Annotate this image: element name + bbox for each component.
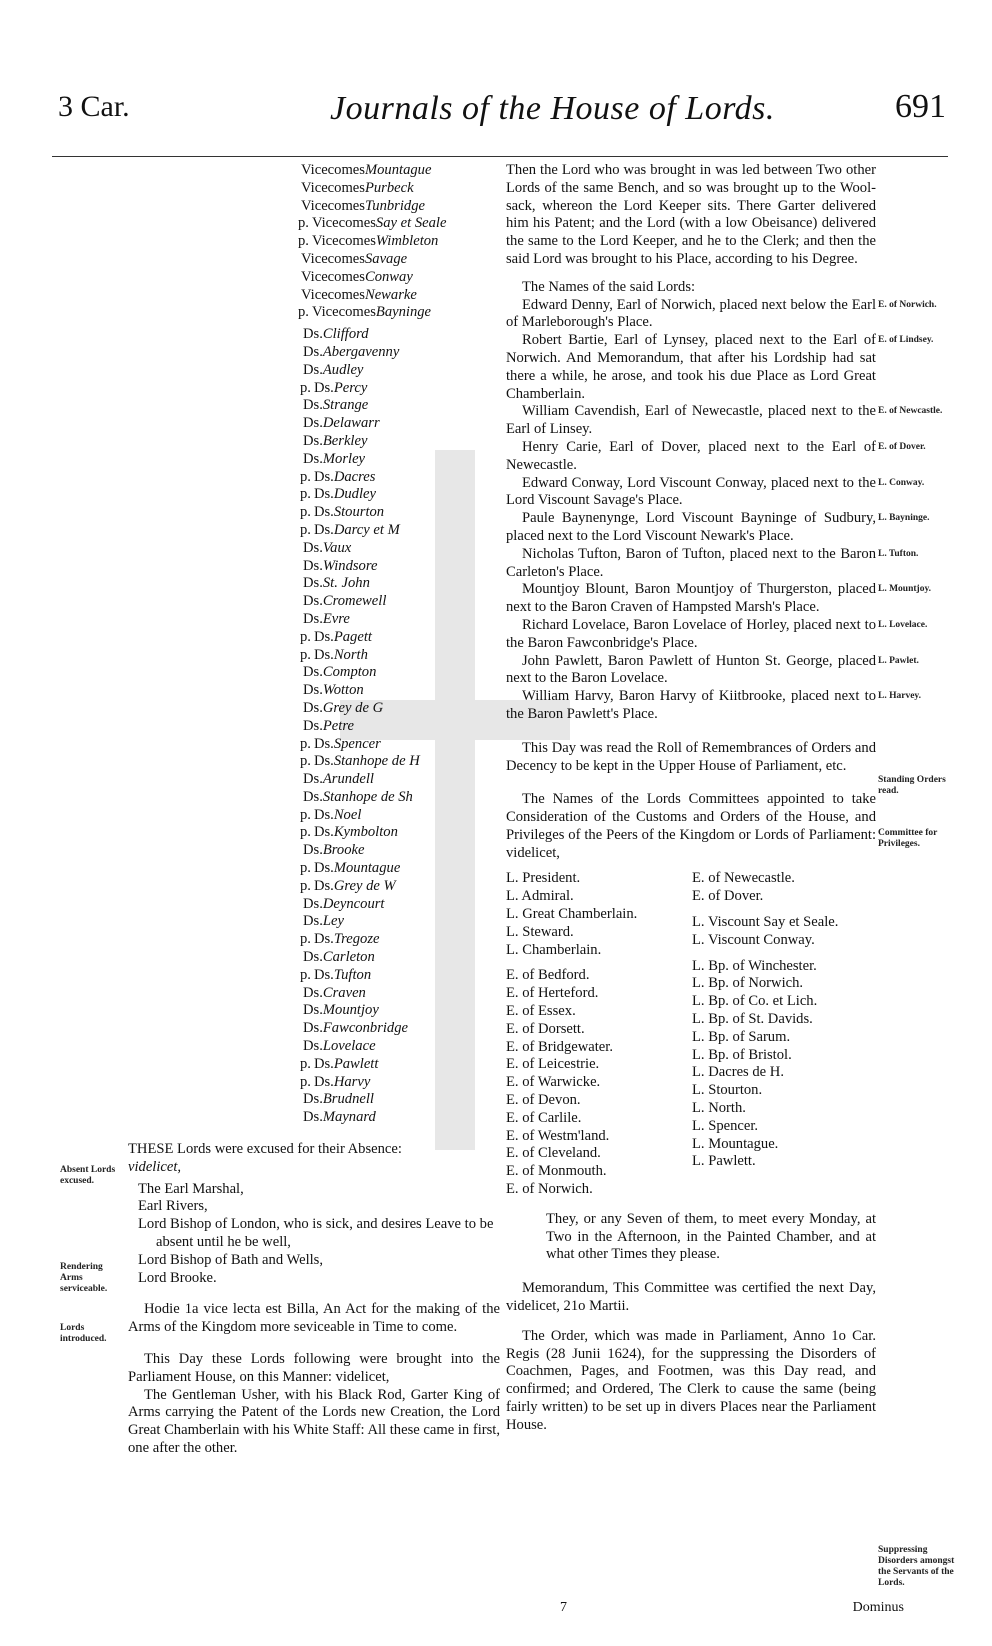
- baron-name: Craven: [322, 984, 366, 1001]
- committee-member: L. Dacres de H.: [692, 1064, 784, 1081]
- viscount-name: Say et Seale: [375, 215, 447, 232]
- baron-name: Petre: [322, 717, 354, 734]
- presence-mark: p.: [300, 966, 311, 983]
- committee-member: E. of Westm'land.: [506, 1127, 610, 1144]
- created-lords-list: [506, 297, 876, 724]
- title-label: Ds.: [303, 717, 323, 734]
- margin-created-lord: L. Harvey.: [878, 691, 922, 702]
- memorandum: Memorandum, This Committee was certified the next Day, videlicet, 21o Martii.: [506, 1280, 876, 1315]
- baron-name: Tufton: [333, 966, 372, 983]
- presence-mark: p.: [300, 877, 311, 894]
- margin-committee: Committee for Privileges.: [878, 828, 938, 849]
- baron-row: [98, 1074, 500, 1092]
- viscount-row: [98, 269, 500, 287]
- title-label: Vicecomes: [301, 179, 365, 196]
- title-label: Ds.: [313, 966, 334, 983]
- page-number: 691: [895, 88, 946, 125]
- committee-member: L. Bp. of Sarum.: [692, 1028, 791, 1045]
- catchword: Dominus: [852, 1600, 904, 1615]
- margin-created-lord: L. Bayninge.: [878, 513, 930, 524]
- baron-name: Stourton: [333, 504, 385, 521]
- baron-name: Stanhope de Sh: [322, 788, 413, 805]
- viscount-name: Savage: [364, 250, 408, 267]
- title-label: Vicecomes: [301, 197, 365, 214]
- committee-member: L. Mountague.: [692, 1135, 779, 1152]
- baron-row: [98, 451, 500, 469]
- left-column: [98, 162, 500, 1458]
- baron-name: Mountjoy: [322, 1002, 379, 1019]
- baron-name: Berkley: [322, 432, 368, 449]
- baron-row: [98, 789, 500, 807]
- title-label: Ds.: [303, 343, 323, 360]
- baron-name: Stanhope de H: [333, 753, 420, 770]
- title-label: Ds.: [303, 575, 323, 592]
- absent-lord: Earl Rivers,: [138, 1198, 208, 1215]
- committee-meet: They, or any Seven of them, to meet every Monday, at Two in the Afternoon, in the Painted Chamber, and at what other Times they please.: [546, 1210, 876, 1263]
- presence-mark: p.: [300, 753, 311, 770]
- title-label: Vicecomes: [311, 233, 376, 250]
- right-column: [506, 162, 876, 1435]
- baron-row: [98, 1091, 500, 1109]
- presence-mark: p.: [300, 931, 311, 948]
- presence-mark: p.: [300, 806, 311, 823]
- baron-row: [98, 593, 500, 611]
- title-label: Ds.: [313, 806, 334, 823]
- baron-name: Deyncourt: [322, 895, 385, 912]
- baron-name: Spencer: [333, 735, 381, 752]
- committee-member: L. Great Chamberlain.: [506, 906, 638, 923]
- baron-row: [98, 771, 500, 789]
- viscount-row: [98, 198, 500, 216]
- baron-name: Lovelace: [322, 1038, 376, 1055]
- baron-row: [98, 985, 500, 1003]
- title-label: Ds.: [313, 735, 334, 752]
- presence-mark: p.: [300, 646, 311, 663]
- title-label: Ds.: [303, 1002, 323, 1019]
- title-label: Ds.: [313, 646, 334, 663]
- viscount-row: [98, 287, 500, 305]
- created-lord-entry: William Harvy, Baron Harvy of Kiitbrooke, placed next to the Baron Pawlett's Place.: [506, 688, 876, 722]
- title-label: Ds.: [303, 539, 323, 556]
- running-head-title: Journals of the House of Lords.: [330, 90, 775, 127]
- absent-items: [128, 1181, 500, 1288]
- baron-name: Darcy et M: [333, 521, 400, 538]
- baron-row: [98, 540, 500, 558]
- title-label: Ds.: [303, 949, 323, 966]
- committee-member: L. Viscount Say et Seale.: [692, 914, 839, 931]
- margin-standing: Standing Orders read.: [878, 775, 946, 796]
- viscount-name: Purbeck: [364, 179, 414, 196]
- baron-name: Cromewell: [322, 593, 387, 610]
- margin-absent: Absent Lords excused.: [60, 1165, 116, 1186]
- names-heading: The Names of the said Lords:: [522, 278, 696, 295]
- title-label: Ds.: [303, 361, 323, 378]
- baron-row: [98, 736, 500, 754]
- title-label: Ds.: [313, 931, 334, 948]
- standing-orders: This Day was read the Roll of Remembrances of Orders and Decency to be kept in the Upper House of Parliament, etc.: [506, 739, 876, 774]
- margin-created-lord: E. of Lindsey.: [878, 335, 934, 346]
- margin-created-lord: L. Lovelace.: [878, 619, 928, 630]
- committee-member: E. of Dorsett.: [506, 1020, 585, 1037]
- committee-member: L. Bp. of Bristol.: [692, 1046, 792, 1063]
- baron-row: [98, 682, 500, 700]
- baron-name: Morley: [322, 450, 366, 467]
- title-label: Ds.: [313, 753, 334, 770]
- baron-row: [98, 949, 500, 967]
- committee-member: L. Viscount Conway.: [692, 931, 815, 948]
- baron-row: [98, 718, 500, 736]
- presence-mark: p.: [300, 379, 311, 396]
- committee-intro: The Names of the Lords Committees appointed to take Consideration of the Customs and Orders of the House, and Privileges of the Peers of the Kingdom or Lords of Parliament: videlicet,: [506, 791, 876, 861]
- created-lord-entry: Richard Lovelace, Baron Lovelace of Horley, placed next to the Baron Fawconbridge's Place.: [506, 616, 876, 651]
- title-label: Ds.: [313, 1073, 334, 1090]
- presence-mark: p.: [300, 1073, 311, 1090]
- viscount-row: [98, 251, 500, 269]
- baron-name: Grey de G: [322, 699, 384, 716]
- viscount-name: Mountague: [364, 162, 432, 178]
- title-label: Ds.: [303, 593, 323, 610]
- title-label: Ds.: [303, 397, 323, 414]
- committee-member: E. of Monmouth.: [506, 1163, 607, 1180]
- baron-name: North: [333, 646, 368, 663]
- margin-created-lord: E. of Norwich.: [878, 299, 937, 310]
- committee-member: L. North.: [692, 1100, 746, 1117]
- title-label: Ds.: [303, 1038, 323, 1055]
- baron-name: Tregoze: [333, 931, 380, 948]
- margin-created-lord: L. Pawlet.: [878, 655, 919, 666]
- introduced-p2: The Gentleman Usher, with his Black Rod, Garter King of Arms carrying the Patent of the Lords new Creation, the Lord Great Chamberlain with his White Staff: All these came in first, one after the other.: [128, 1386, 500, 1456]
- arms-bill: Hodie 1a vice lecta est Billa, An Act for the making of the Arms of the Kingdom more seviceable in Time to come.: [128, 1301, 500, 1336]
- baron-row: [98, 1056, 500, 1074]
- viscount-row: [98, 162, 500, 180]
- presence-mark: p.: [300, 735, 311, 752]
- baron-name: Delawarr: [322, 415, 380, 432]
- header-rule: [52, 156, 948, 157]
- title-label: Vicecomes: [311, 304, 376, 321]
- baron-name: Harvy: [333, 1073, 371, 1090]
- title-label: Ds.: [313, 504, 334, 521]
- baron-row: [98, 824, 500, 842]
- created-lord-entry: Robert Bartie, Earl of Lynsey, placed next to the Earl of Norwich. And Memorandum, that after his Lordship had sat there a while, he arose, and took his due Place as Lord Great Chamberlain.: [506, 332, 876, 402]
- baron-row: [98, 664, 500, 682]
- baron-name: Percy: [333, 379, 368, 396]
- baron-name: Pawlett: [333, 1055, 379, 1072]
- title-label: Ds.: [313, 877, 334, 894]
- presence-mark: p.: [300, 628, 311, 645]
- baron-row: [98, 860, 500, 878]
- absent-videlicet: videlicet,: [128, 1158, 182, 1175]
- viscount-row: [98, 215, 500, 233]
- committee-member: E. of Bedford.: [506, 967, 590, 984]
- committee-member: L. Chamberlain.: [506, 941, 602, 958]
- created-lord-entry: Edward Conway, Lord Viscount Conway, placed next to the Lord Viscount Savage's Place.: [506, 474, 876, 509]
- title-label: Ds.: [303, 1091, 323, 1108]
- baron-name: Clifford: [322, 326, 369, 343]
- title-label: Ds.: [303, 699, 323, 716]
- committee-member: E. of Cleveland.: [506, 1145, 601, 1162]
- baron-row: [98, 469, 500, 487]
- committee-member: E. of Essex.: [506, 1003, 576, 1020]
- baron-name: Windsore: [322, 557, 378, 574]
- title-label: Ds.: [303, 895, 323, 912]
- baron-name: Dudley: [333, 486, 376, 503]
- title-label: Ds.: [303, 664, 323, 681]
- committee-member: E. of Bridgewater.: [506, 1038, 613, 1055]
- committee-member: L. Pawlett.: [692, 1153, 756, 1170]
- baron-name: Brooke: [322, 842, 365, 859]
- viscount-name: Conway: [364, 268, 413, 285]
- margin-created-lord: L. Mountjoy.: [878, 584, 932, 595]
- presence-mark: p.: [300, 504, 311, 521]
- committee-member: L. Steward.: [506, 923, 574, 940]
- viscounts-list: [98, 162, 500, 322]
- title-label: Ds.: [313, 379, 334, 396]
- title-label: Ds.: [313, 468, 334, 485]
- baron-row: [98, 913, 500, 931]
- baron-row: [98, 1020, 500, 1038]
- created-lord-entry: Henry Carie, Earl of Dover, placed next to the Earl of Newecastle.: [506, 438, 876, 473]
- baron-name: Grey de W: [333, 877, 396, 894]
- baron-name: Kymbolton: [333, 824, 398, 841]
- committee-member: E. of Dover.: [692, 888, 764, 905]
- baron-name: Noel: [333, 806, 362, 823]
- committee-member: L. Admiral.: [506, 888, 574, 905]
- absent-lord: Lord Brooke.: [138, 1269, 217, 1286]
- title-label: Ds.: [313, 1055, 334, 1072]
- title-label: Ds.: [303, 610, 323, 627]
- title-label: Ds.: [303, 415, 323, 432]
- signature-mark: 7: [560, 1600, 567, 1615]
- baron-row: [98, 433, 500, 451]
- committee-table: [506, 870, 876, 1198]
- title-label: Ds.: [303, 842, 323, 859]
- baron-row: [98, 647, 500, 665]
- baron-row: [98, 629, 500, 647]
- viscount-name: Tunbridge: [364, 197, 425, 214]
- title-label: Ds.: [303, 1109, 323, 1126]
- created-lord-entry: Nicholas Tufton, Baron of Tufton, placed next to the Baron Carleton's Place.: [506, 545, 876, 580]
- baron-row: [98, 1109, 500, 1127]
- baron-name: Wotton: [322, 682, 364, 699]
- title-label: Ds.: [313, 824, 334, 841]
- baron-name: Audley: [322, 361, 364, 378]
- created-lord-entry: Paule Baynenynge, Lord Viscount Bayninge of Sudbury, placed next to the Lord Viscount Newark's Place.: [506, 510, 876, 544]
- presence-mark: p.: [300, 824, 311, 841]
- title-label: Vicecomes: [301, 250, 365, 267]
- title-label: Ds.: [303, 326, 323, 343]
- title-label: Ds.: [303, 1020, 323, 1037]
- absent-section: [128, 1141, 500, 1287]
- baron-name: Compton: [322, 664, 377, 681]
- baron-row: [98, 753, 500, 771]
- title-label: Vicecomes: [301, 162, 365, 178]
- title-label: Ds.: [313, 521, 334, 538]
- committee-member: E. of Warwicke.: [506, 1074, 601, 1091]
- viscount-row: [98, 180, 500, 198]
- title-label: Ds.: [303, 450, 323, 467]
- presence-mark: p.: [300, 486, 311, 503]
- baron-name: Maynard: [322, 1109, 376, 1126]
- suppress-order: The Order, which was made in Parliament, Anno 1o Car. Regis (28 Junii 1624), for the suppressing the Disorders of Coachmen, Pages, and Footmen, was this Day read, and confirmed; and Ordered, The Clerk to cause the same (being fairly written) to be set up in divers Places near the Parliament House.: [506, 1327, 876, 1433]
- baron-row: [98, 931, 500, 949]
- baron-name: Evre: [322, 610, 350, 627]
- baron-row: [98, 397, 500, 415]
- baron-name: Carleton: [322, 949, 375, 966]
- title-label: Ds.: [303, 771, 323, 788]
- absent-lord: Lord Bishop of London, who is sick, and desires Leave to be absent until he be well,: [138, 1216, 494, 1251]
- presence-mark: p.: [298, 215, 309, 232]
- created-lord-entry: William Cavendish, Earl of Newecastle, placed next to the Earl of Linsey.: [506, 403, 876, 438]
- running-head-regnal-year: 3 Car.: [58, 90, 130, 123]
- baron-row: [98, 1038, 500, 1056]
- created-lord-entry: John Pawlett, Baron Pawlett of Hunton St. George, placed next to the Baron Lovelace.: [506, 652, 876, 687]
- baron-name: Dacres: [333, 468, 376, 485]
- margin-created-lord: L. Tufton.: [878, 548, 919, 559]
- committee-member: E. of Carlile.: [506, 1109, 582, 1126]
- viscount-name: Bayninge: [375, 304, 432, 321]
- absent-lord: Lord Bishop of Bath and Wells,: [138, 1251, 324, 1268]
- presence-mark: p.: [300, 860, 311, 877]
- title-label: Vicecomes: [311, 215, 376, 232]
- margin-created-lord: L. Conway.: [878, 477, 925, 488]
- baron-row: [98, 504, 500, 522]
- baron-row: [98, 380, 500, 398]
- baron-row: [98, 807, 500, 825]
- baron-row: [98, 326, 500, 344]
- baron-row: [98, 700, 500, 718]
- created-lord-entry: Edward Denny, Earl of Norwich, placed next below the Earl of Marleborough's Place.: [506, 296, 876, 331]
- committee-member: E. of Leicestrie.: [506, 1056, 600, 1073]
- title-label: Ds.: [303, 984, 323, 1001]
- title-label: Ds.: [303, 557, 323, 574]
- baron-name: Ley: [322, 913, 344, 930]
- baron-row: [98, 415, 500, 433]
- margin-introduced: Lords introduced.: [60, 1323, 107, 1344]
- committee-member: L. Spencer.: [692, 1117, 759, 1134]
- baron-row: [98, 344, 500, 362]
- baron-row: [98, 611, 500, 629]
- presence-mark: p.: [300, 468, 311, 485]
- title-label: Ds.: [313, 860, 334, 877]
- committee-member: L. Bp. of St. Davids.: [692, 1011, 813, 1028]
- margin-created-lord: E. of Newcastle.: [878, 406, 943, 417]
- baron-row: [98, 896, 500, 914]
- baron-name: Mountague: [333, 860, 401, 877]
- baron-name: Brudnell: [322, 1091, 374, 1108]
- baron-row: [98, 486, 500, 504]
- presence-mark: p.: [298, 304, 309, 321]
- presence-mark: p.: [300, 1055, 311, 1072]
- right-intro: Then the Lord who was brought in was led between Two other Lords of the same Bench, and so was brought up to the Wool-sack, whereon the Lord Keeper sits. There Garter delivered him his Patent; and the Lord (with a low Obeisance) delivered the same to the Lord Keeper, and he to the Clerk; and then the said Lord was brought to his Place, according to his Degree.: [506, 162, 876, 267]
- absent-lord: The Earl Marshal,: [138, 1180, 244, 1197]
- title-label: Ds.: [313, 628, 334, 645]
- presence-mark: p.: [298, 233, 309, 250]
- committee-member: E. of Herteford.: [506, 985, 599, 1002]
- committee-member: E. of Newecastle.: [692, 870, 795, 887]
- committee-member: L. Bp. of Winchester.: [692, 957, 817, 974]
- title-label: Ds.: [303, 432, 323, 449]
- title-label: Ds.: [303, 788, 323, 805]
- baron-row: [98, 1002, 500, 1020]
- margin-arms: Rendering Arms serviceable.: [60, 1262, 108, 1294]
- margin-suppress: Suppressing Disorders amongst the Servants of the Lords.: [878, 1545, 955, 1588]
- baron-row: [98, 362, 500, 380]
- title-label: Vicecomes: [301, 286, 365, 303]
- baron-row: [98, 967, 500, 985]
- presence-mark: p.: [300, 521, 311, 538]
- baron-name: Arundell: [322, 771, 374, 788]
- baron-row: [98, 878, 500, 896]
- committee-member: E. of Devon.: [506, 1092, 581, 1109]
- baron-name: Vaux: [322, 539, 352, 556]
- baron-row: [98, 842, 500, 860]
- viscount-name: Newarke: [364, 286, 417, 303]
- viscount-row: [98, 304, 500, 322]
- barons-list: [98, 326, 500, 1127]
- baron-name: Pagett: [333, 628, 372, 645]
- title-label: Ds.: [303, 913, 323, 930]
- baron-row: [98, 522, 500, 540]
- committee-member: L. Bp. of Co. et Lich.: [692, 993, 818, 1010]
- baron-row: [98, 575, 500, 593]
- committee-member: L. President.: [506, 870, 581, 887]
- title-label: Vicecomes: [301, 268, 365, 285]
- title-label: Ds.: [313, 486, 334, 503]
- baron-row: [98, 558, 500, 576]
- absent-intro: THESE Lords were excused for their Absence:: [128, 1141, 402, 1158]
- margin-created-lord: E. of Dover.: [878, 441, 926, 452]
- created-lord-entry: Mountjoy Blount, Baron Mountjoy of Thurgerston, placed next to the Baron Craven of Hampsted Marsh's Place.: [506, 581, 876, 616]
- committee-member: E. of Norwich.: [506, 1181, 593, 1198]
- baron-name: Fawconbridge: [322, 1020, 408, 1037]
- baron-name: Strange: [322, 397, 369, 414]
- baron-name: Abergavenny: [322, 343, 400, 360]
- introduced-p1: This Day these Lords following were brought into the Parliament House, on this Manner: videlicet,: [128, 1351, 500, 1385]
- baron-name: St. John: [322, 575, 370, 592]
- committee-member: L. Stourton.: [692, 1082, 763, 1099]
- viscount-row: [98, 233, 500, 251]
- committee-member: L. Bp. of Norwich.: [692, 975, 804, 992]
- title-label: Ds.: [303, 682, 323, 699]
- viscount-name: Wimbleton: [375, 233, 439, 250]
